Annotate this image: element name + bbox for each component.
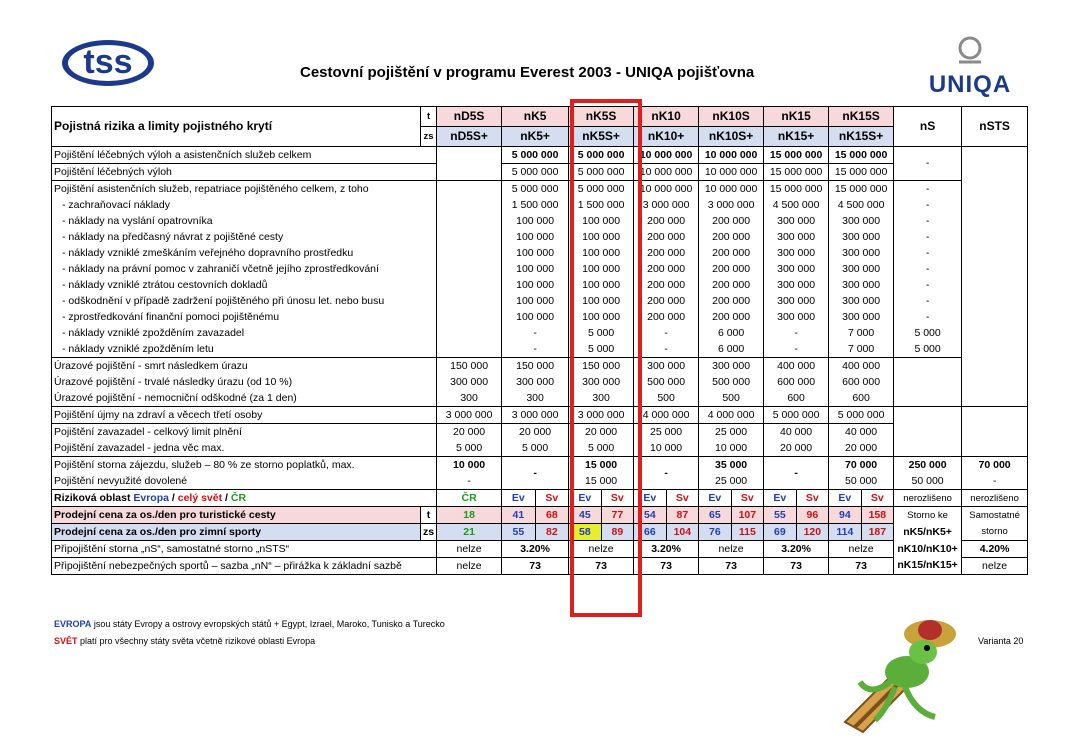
table-cell: 5 000 000 [502,164,569,181]
table-cell: 300 000 [634,358,699,375]
table-cell: 500 [699,390,764,407]
col-nk10s-plus: nK10S+ [699,127,764,147]
table-cell: - [962,473,1028,490]
table-cell: - [634,325,699,341]
row-label: Pojištění újmy na zdraví a věcech třetí osoby [52,407,437,424]
price-ev: 41 [502,507,535,523]
pair-cell [829,490,894,507]
table-cell: 73 [502,558,569,575]
pair-cell [569,490,634,507]
table-cell: 200 000 [699,277,764,293]
price-zs-marker: zs [421,524,437,541]
table-cell: 300 000 [437,374,502,390]
table-cell: 5 000 [502,440,569,457]
footnote-europe: EVROPA jsou státy Evropy a ostrovy evropských států + Egypt, Izrael, Maroko, Tunisko a Turecko [54,619,445,629]
price-ev: 65 [699,507,731,523]
table-cell: 100 000 [569,229,634,245]
cell-empty [894,358,962,407]
col-nsts: nSTS [962,107,1028,147]
table-cell: 300 000 [569,374,634,390]
row-label: Pojištění zavazadel - celkový limit plnění [52,424,437,441]
table-cell: 50 000 [894,473,962,490]
pair-cell [502,490,569,507]
row-label: Pojištění storna zájezdu, služeb – 80 % ze storno poplatků, max. [52,457,437,474]
ev-label: Ev [634,490,666,506]
table-cell: 10 000 000 [699,181,764,198]
svg-text:tss: tss [83,43,133,81]
table-cell: nelze [437,541,502,558]
row-label: - odškodnění v případě zadržení pojištěného při únosu let. nebo busu [52,293,437,309]
sv-label: Sv [675,491,689,504]
table-cell: 5 000 000 [829,407,894,424]
table-cell: - [894,181,962,198]
table-cell: 100 000 [569,261,634,277]
frog-mascot-icon [835,612,960,734]
row-label: - náklady vzniklé zpožděním zavazadel [52,325,437,341]
table-cell: - [894,293,962,309]
table-cell: 200 000 [634,213,699,229]
row-label-area: Riziková oblast Evropa / celý svět / ČR [52,490,437,507]
row-label: - zachraňovací náklady [52,197,437,213]
price-sv: 120 [803,525,822,538]
cell-empty [437,147,502,181]
table-cell: 100 000 [502,261,569,277]
table-cell: 200 000 [699,245,764,261]
col-nk5s: nK5S [569,107,634,127]
table-cell: 15 000 000 [829,164,894,181]
table-cell: 150 000 [502,358,569,375]
cell-empty [962,147,1028,407]
table-cell: 10 000 000 [699,164,764,181]
table-cell: 20 000 [502,424,569,441]
price-ev: 66 [634,524,666,540]
tss-logo [60,36,156,88]
price-sv: 96 [806,508,819,521]
table-cell: ČR [437,490,502,507]
table-cell: nK5/nK5+ [894,524,962,541]
table-cell: - [894,261,962,277]
col-nk10-plus: nK10+ [634,127,699,147]
table-cell: 100 000 [502,309,569,325]
table-cell: 100 000 [569,277,634,293]
table-cell: 300 000 [764,229,829,245]
table-cell: 50 000 [829,473,894,490]
price-ev: 45 [569,507,601,523]
row-label: Pojištění asistenčních služeb, repatriace pojištěného celkem, z toho [52,181,437,198]
table-cell: 3 000 000 [437,407,502,424]
table-cell: nK10/nK10+ [894,541,962,558]
cell-empty [894,407,962,457]
row-label: - zprostředkování finanční pomoci pojištěnému [52,309,437,325]
footnote-world: SVĚT platí pro všechny státy světa včetně rizikové oblasti Evropa [54,636,316,646]
table-cell: 15 000 000 [764,181,829,198]
insurance-table [51,106,1028,575]
table-cell: 18 [437,507,502,524]
table-cell: 10 000 000 [634,181,699,198]
price-sv: 158 [868,508,887,521]
table-cell: 300 000 [829,229,894,245]
row-label: - náklady na vyslání opatrovníka [52,213,437,229]
table-cell: - [894,245,962,261]
row-label: - náklady na právní pomoc v zahraničí včetně jejího zprostředkování [52,261,437,277]
table-cell: 150 000 [437,358,502,375]
table-cell: 200 000 [634,261,699,277]
table-cell: 300 000 [829,277,894,293]
price-sv: 89 [611,525,624,538]
table-cell: 7 000 [829,341,894,358]
sv-label: Sv [740,491,754,504]
table-cell: 73 [699,558,764,575]
cell-empty [437,181,502,358]
table-cell: 300 000 [829,245,894,261]
table-cell: 300 000 [764,245,829,261]
table-cell: - [764,341,829,358]
table-cell: nelze [829,541,894,558]
table-cell: 300 000 [764,261,829,277]
row-label: - náklady vzniklé ztrátou cestovních dokladů [52,277,437,293]
table-cell: 15 000 000 [764,147,829,164]
table-cell: - [894,197,962,213]
row-label: Úrazové pojištění - smrt následkem úrazu [52,358,437,375]
table-cell: 500 000 [634,374,699,390]
table-cell: 100 000 [569,213,634,229]
table-cell: 20 000 [764,440,829,457]
table-cell: 40 000 [764,424,829,441]
table-cell: 6 000 [699,325,764,341]
table-cell: 5 000 [437,440,502,457]
table-cell: 20 000 [437,424,502,441]
table-cell: 300 000 [502,374,569,390]
price-pair [569,507,634,524]
price-sv: 187 [868,525,887,538]
table-cell: 200 000 [634,245,699,261]
price-ev: 55 [764,507,796,523]
table-cell: 300 [437,390,502,407]
table-cell: 200 000 [699,261,764,277]
uniqa-logo: UNIQA [915,34,1025,104]
table-cell: 4 500 000 [764,197,829,213]
col-nd5s: nD5S [437,107,502,127]
table-cell: 5 000 [569,341,634,358]
header-t: t [421,107,437,127]
col-nk5: nK5 [502,107,569,127]
row-label-price-tourist: Prodejní cena za os./den pro turistické cesty [52,507,421,524]
table-cell: 70 000 [829,457,894,474]
ev-label: Ev [502,490,535,506]
table-cell: nelze [962,558,1028,575]
table-cell: - [764,457,829,490]
price-pair [829,507,894,524]
uniqa-emblem-icon [915,34,1025,72]
price-ev: 76 [699,524,731,540]
table-cell: - [502,325,569,341]
price-pair [699,524,764,541]
table-cell: 200 000 [634,309,699,325]
table-cell: 3 000 000 [699,197,764,213]
col-nk10: nK10 [634,107,699,127]
price-ev: 114 [829,524,861,540]
col-nk15: nK15 [764,107,829,127]
table-cell: 150 000 [569,358,634,375]
table-cell: 3.20% [634,541,699,558]
price-pair [502,507,569,524]
price-ev: 54 [634,507,666,523]
table-cell: 200 000 [634,293,699,309]
table-cell: 600 000 [829,374,894,390]
row-label: Pojištění zavazadel - jedna věc max. [52,440,437,457]
row-label: Připojištění storna „nS“, samostatné storno „nSTS“ [52,541,437,558]
row-label: Pojištění léčebných výloh a asistenčních služeb celkem [52,147,437,164]
table-cell: 73 [569,558,634,575]
table-cell: 100 000 [502,277,569,293]
table-cell: 100 000 [502,229,569,245]
table-cell: 5 000 000 [569,181,634,198]
table-cell: 10 000 [699,440,764,457]
table-cell: - [894,147,962,181]
table-cell: 4 500 000 [829,197,894,213]
table-cell: 10 000 000 [634,164,699,181]
table-cell: 300 000 [829,309,894,325]
row-label: Pojištění léčebných výloh [52,164,437,181]
sv-label: Sv [870,491,884,504]
table-cell: 300 000 [764,293,829,309]
table-cell: 70 000 [962,457,1028,474]
table-cell: 400 000 [764,358,829,375]
pair-cell [699,490,764,507]
table-cell: nK15/nK15+ [894,558,962,575]
variant-label: Varianta 20 [978,636,1024,646]
sv-label: Sv [545,491,559,504]
table-cell: storno [962,524,1028,541]
price-sv: 68 [546,508,558,521]
price-pair [634,524,699,541]
price-ev: 55 [502,524,535,540]
col-nk5s-plus: nK5S+ [569,127,634,147]
table-cell: 10 000 000 [699,147,764,164]
price-pair [829,524,894,541]
table-cell: 600 [829,390,894,407]
table-cell: 15 000 000 [829,147,894,164]
table-cell: 5 000 [894,325,962,341]
table-cell: 4.20% [962,541,1028,558]
table-cell: 7 000 [829,325,894,341]
table-cell: 400 000 [829,358,894,375]
ev-label: Ev [764,490,796,506]
row-label: - náklady na předčasný návrat z pojištěné cesty [52,229,437,245]
table-cell: 100 000 [569,293,634,309]
table-cell: nelze [569,541,634,558]
price-sv: 77 [611,508,624,521]
table-cell: - [634,341,699,358]
ev-label: Ev [699,490,731,506]
col-ns: nS [894,107,962,147]
col-nk15-plus: nK15+ [764,127,829,147]
row-label: Úrazové pojištění - trvalé následky úrazu (od 10 %) [52,374,437,390]
table-cell: - [437,473,502,490]
table-cell: 5 000 000 [502,181,569,198]
table-cell: 10 000 [437,457,502,474]
table-cell: - [634,457,699,490]
col-nk5-plus: nK5+ [502,127,569,147]
col-nk15s: nK15S [829,107,894,127]
table-cell: 3 000 000 [502,407,569,424]
table-cell: 15 000 [569,457,634,474]
table-cell: - [894,277,962,293]
col-nk10s: nK10S [699,107,764,127]
table-cell: 15 000 [569,473,634,490]
price-sv: 87 [676,508,689,521]
table-cell: 3 000 000 [569,407,634,424]
table-cell: 25 000 [634,424,699,441]
ev-label: Ev [829,490,861,506]
price-ev-highlight: 58 [569,524,601,540]
price-ev: 69 [764,524,796,540]
table-cell: 3.20% [764,541,829,558]
price-pair [764,507,829,524]
table-cell: nerozlišeno [894,490,962,507]
table-cell: 300 000 [829,213,894,229]
table-cell: 1 500 000 [569,197,634,213]
table-cell: 100 000 [502,213,569,229]
table-cell: 600 [764,390,829,407]
table-cell: 25 000 [699,473,764,490]
row-label: - náklady vzniklé zmeškáním veřejného dopravního prostředku [52,245,437,261]
table-cell: 3 000 000 [634,197,699,213]
table-cell: 300 000 [699,358,764,375]
table-cell: 3.20% [502,541,569,558]
table-cell: 200 000 [699,213,764,229]
table-cell: nerozlišeno [962,490,1028,507]
table-cell: 4 000 000 [634,407,699,424]
table-cell: 5 000 000 [569,164,634,181]
header-label: Pojistná rizika a limity pojistného krytí [52,107,421,147]
table-cell: 300 [502,390,569,407]
table-cell: - [894,229,962,245]
table-cell: 21 [437,524,502,541]
table-cell: 1 500 000 [502,197,569,213]
table-cell: 200 000 [699,293,764,309]
table-cell: 100 000 [569,309,634,325]
table-cell: 600 000 [764,374,829,390]
table-cell: 73 [829,558,894,575]
table-cell: 15 000 000 [764,164,829,181]
header-zs: zs [421,127,437,147]
table-cell: 25 000 [699,424,764,441]
price-sv: 107 [738,508,757,521]
table-cell: 200 000 [699,309,764,325]
table-cell: 40 000 [829,424,894,441]
sv-label: Sv [805,491,819,504]
table-cell: 200 000 [699,229,764,245]
table-cell: - [764,325,829,341]
table-cell: - [894,213,962,229]
table-cell: 300 [569,390,634,407]
price-sv: 104 [673,525,692,538]
table-cell: 100 000 [502,293,569,309]
table-cell: 300 000 [764,213,829,229]
price-pair [764,524,829,541]
table-cell: 500 000 [699,374,764,390]
table-cell: 5 000 000 [569,147,634,164]
table-cell: - [502,341,569,358]
table-cell: 100 000 [502,245,569,261]
row-label: - náklady vzniklé zpožděním letu [52,341,437,358]
table-cell: 500 [634,390,699,407]
table-cell: 300 000 [764,277,829,293]
row-label-price-winter: Prodejní cena za os./den pro zimní sporty [52,524,421,541]
col-nd5s-plus: nD5S+ [437,127,502,147]
table-cell: 5 000 000 [502,147,569,164]
price-pair [634,507,699,524]
table-cell: Samostatné [962,507,1028,524]
page-title: Cestovní pojištění v programu Everest 2003 - UNIQA pojišťovna [300,64,755,81]
pair-cell [634,490,699,507]
row-label: Úrazové pojištění - nemocniční odškodné (za 1 den) [52,390,437,407]
pair-cell [764,490,829,507]
table-cell: 5 000 [894,341,962,358]
table-cell: Storno ke [894,507,962,524]
table-cell: 200 000 [634,229,699,245]
table-cell: 100 000 [569,245,634,261]
price-t-marker: t [421,507,437,524]
table-cell: 20 000 [569,424,634,441]
table-cell: 10 000 000 [634,147,699,164]
table-cell: nelze [699,541,764,558]
table-cell: 73 [634,558,699,575]
table-cell: 73 [764,558,829,575]
table-cell: 6 000 [699,341,764,358]
table-cell: 15 000 000 [829,181,894,198]
price-sv: 82 [546,525,558,538]
ev-label: Ev [569,490,601,506]
table-cell: 4 000 000 [699,407,764,424]
table-cell: 5 000 [569,325,634,341]
table-cell: 10 000 [634,440,699,457]
table-cell: 300 000 [764,309,829,325]
table-cell: 35 000 [699,457,764,474]
table-cell: 250 000 [894,457,962,474]
price-pair [502,524,569,541]
table-cell: 5 000 000 [764,407,829,424]
table-cell: nelze [437,558,502,575]
row-label: Připojištění nebezpečných sportů – sazba „nN“ – přirážka k základní sazbě [52,558,437,575]
price-ev: 94 [829,507,861,523]
table-cell: 200 000 [634,277,699,293]
price-pair [569,524,634,541]
table-cell: 5 000 [569,440,634,457]
cell-empty [962,407,1028,457]
table-cell: - [502,457,569,490]
table-cell: 300 000 [829,293,894,309]
sv-label: Sv [610,491,624,504]
price-pair [699,507,764,524]
table-cell: 300 000 [829,261,894,277]
table-cell: 20 000 [829,440,894,457]
row-label: Pojištění nevyužité dovolené [52,473,437,490]
col-nk15s-plus: nK15S+ [829,127,894,147]
price-sv: 115 [738,525,756,538]
table-cell: - [894,309,962,325]
